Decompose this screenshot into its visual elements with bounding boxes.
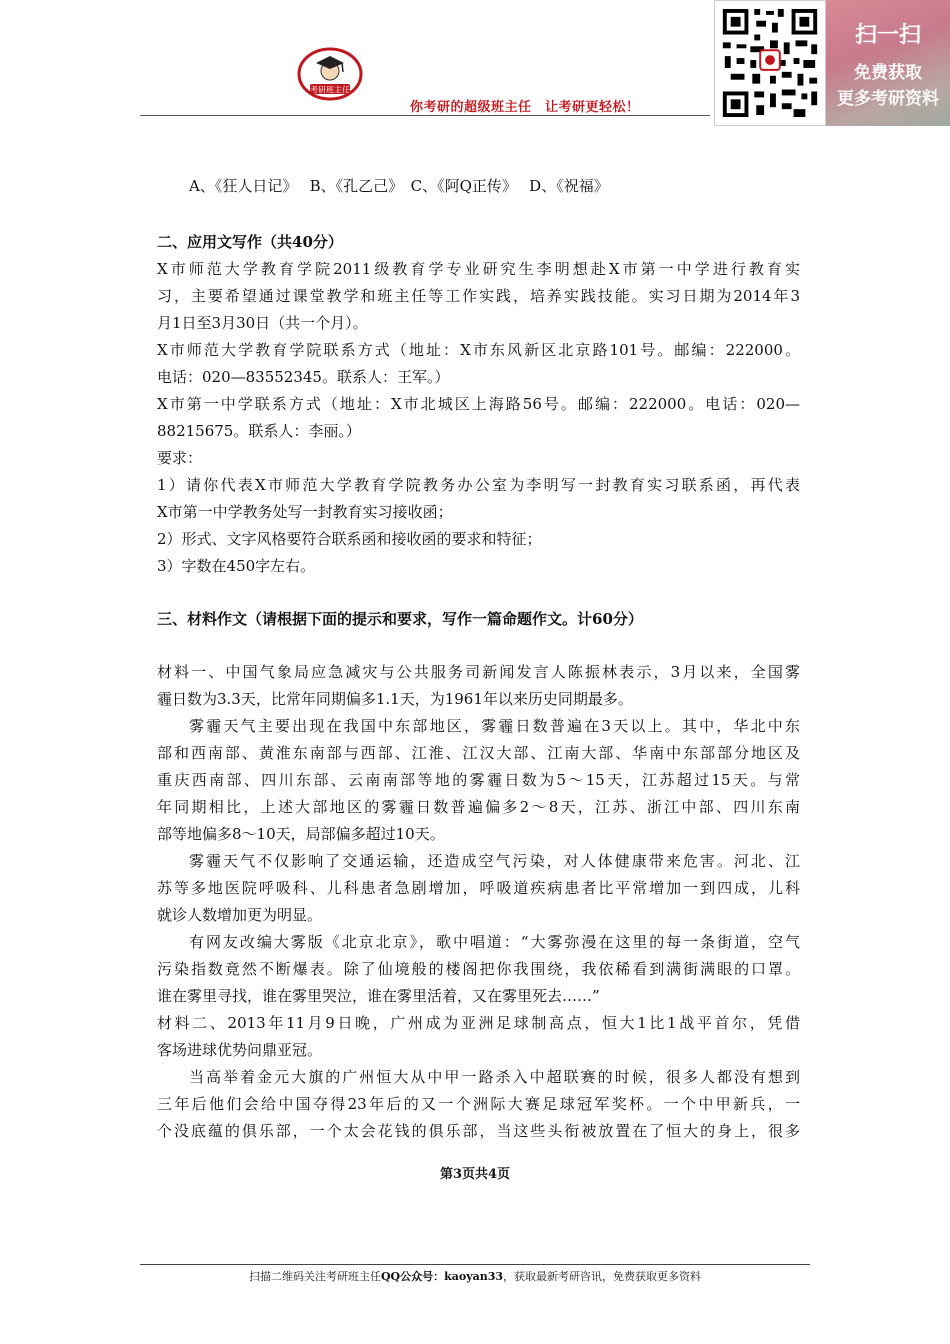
page-number: 第3页共4页: [439, 1167, 511, 1182]
footer-qq: QQ公众号：kaoyan33: [380, 1270, 504, 1283]
text-line: X市师范大学教育学院联系方式（地址：X市东风新区北京路101号。邮编：222000。: [157, 341, 800, 359]
promo-scan-text: 扫一扫: [854, 23, 921, 48]
kaoyan-logo: [296, 46, 364, 102]
text-line: 谁在雾里寻找，谁在雾里哭泣，谁在雾里活着，又在雾里死去……”: [157, 987, 600, 1005]
text-line: A、《狂人日记》 B、《孔乙己》 C、《阿Q正传》 D、《祝福》: [189, 177, 609, 195]
footer-note: [0, 1268, 950, 1284]
text-line: 个没底蕴的俱乐部，一个太会花钱的俱乐部，当这些头衔被放置在了恒大的身上，很多: [157, 1122, 800, 1140]
text-line: 苏等多地医院呼吸科、儿科患者急剧增加，呼吸道疾病患者比平常增加一到四成，儿科: [157, 879, 800, 897]
text-line: X市第一中学联系方式（地址：X市北城区上海路56号。邮编：222000。电话：020—: [157, 395, 800, 413]
text-line: 三年后他们会给中国夺得23年后的又一个洲际大赛足球冠军奖杯。一个中甲新兵，一: [157, 1095, 800, 1113]
scan-promo-banner[interactable]: [826, 0, 950, 126]
text-line: 重庆西南部、四川东部、云南南部等地的雾霾日数为5～15天，江苏超过15天。与常: [157, 771, 800, 789]
text-line: 88215675。联系人：李丽。）: [157, 422, 361, 440]
header-slogan: 你考研的超级班主任 让考研更轻松！: [410, 100, 640, 115]
text-line: 1）请你代表X市师范大学教育学院教务办公室为李明写一封教育实习联系函，再代表: [157, 476, 800, 494]
text-line: 当高举着金元大旗的广州恒大从中甲一路杀入中超联赛的时候，很多人都没有想到: [189, 1068, 800, 1086]
footer-note-post: ，获取最新考研咨讯，免费获取更多资料: [503, 1270, 702, 1283]
promo-line-2: 更多考研资料: [837, 89, 939, 109]
text-line: X市第一中学教务处写一封教育实习接收函；: [157, 503, 453, 521]
text-line: 部等地偏多8～10天，局部偏多超过10天。: [157, 825, 445, 843]
text-line: 雾霾天气不仅影响了交通运输，还造成空气污染，对人体健康带来危害。河北、江: [189, 852, 800, 870]
text-line: 霾日数为3.3天，比常年同期偏多1.1天，为1961年以来历史同期最多。: [157, 690, 633, 708]
text-line: 有网友改编大雾版《北京北京》，歌中唱道：“大雾弥漫在这里的每一条街道，空气: [189, 933, 800, 951]
text-line: 要求：: [157, 449, 203, 467]
text-line: 月1日至3月30日（共一个月）。: [157, 314, 368, 332]
text-line: 习，主要希望通过课堂教学和班主任等工作实践，培养实践技能。实习日期为2014年3: [157, 287, 800, 305]
text-line: 就诊人数增加更为明显。: [157, 906, 323, 924]
text-line: X市师范大学教育学院2011级教育学专业研究生李明想赴X市第一中学进行教育实: [157, 260, 800, 278]
section-heading: 二、应用文写作（共40分）: [157, 233, 343, 251]
promo-line-1: 免费获取: [854, 63, 922, 83]
logo-text: 考研班主任: [310, 85, 350, 95]
text-line: 污染指数竟然不断爆表。除了仙境般的楼阁把你我围绕，我依稀看到满街满眼的口罩。: [157, 960, 800, 978]
footer-divider: [140, 1264, 810, 1265]
text-line: 电话：020—83552345。联系人：王军。）: [157, 368, 450, 386]
header-divider: [140, 115, 710, 116]
text-line: 3）字数在450字左右。: [157, 557, 316, 575]
text-line: 2）形式、文字风格要符合联系函和接收函的要求和特征；: [157, 530, 542, 548]
text-line: 年同期相比，上述大部地区的雾霾日数普遍偏多2～8天，江苏、浙江中部、四川东南: [157, 798, 800, 816]
footer-note-pre: 扫描二维码关注考研班主任: [248, 1270, 381, 1283]
text-line: 材料二、2013年11月9日晚，广州成为亚洲足球制高点，恒大1比1战平首尔，凭借: [157, 1014, 800, 1032]
section-heading: 三、材料作文（请根据下面的提示和要求，写作一篇命题作文。计60分）: [157, 610, 643, 628]
page-header: [0, 0, 950, 130]
text-line: 材料一、中国气象局应急减灾与公共服务司新闻发言人陈振林表示，3月以来，全国雾: [157, 663, 800, 681]
text-line: 部和西南部、黄淮东南部与西部、江淮、江汉大部、江南大部、华南中东部部分地区及: [157, 744, 800, 762]
qr-code-icon[interactable]: [714, 0, 826, 126]
text-line: 客场进球优势问鼎亚冠。: [157, 1041, 323, 1059]
text-line: 雾霾天气主要出现在我国中东部地区，雾霾日数普遍在3天以上。其中，华北中东: [189, 717, 800, 735]
